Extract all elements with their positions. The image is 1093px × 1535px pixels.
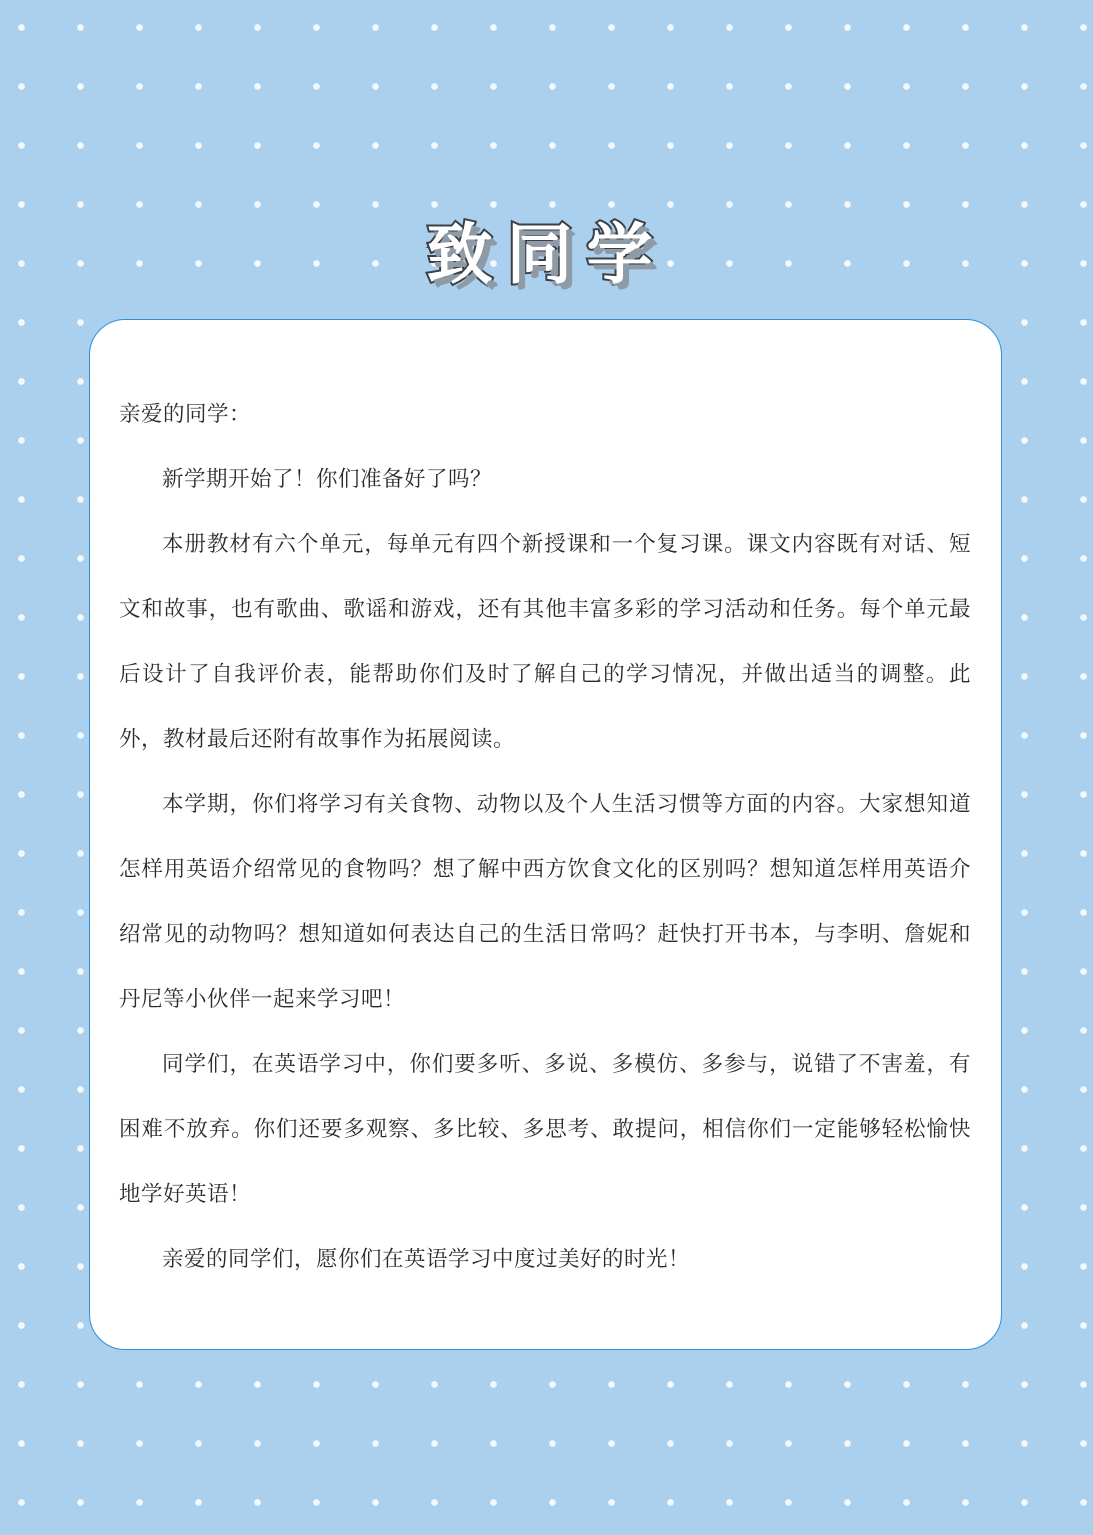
letter-card	[89, 319, 1002, 1350]
letter-paragraph: 亲爱的同学们，愿你们在英语学习中度过美好的时光！	[162, 1247, 691, 1272]
letter-paragraph: 本学期，你们将学习有关食物、动物以及个人生活习惯等方面的内容。大家想知道怎样用英语介绍常见的食物吗？想了解中西方饮食文化的区别吗？想知道怎样用英语介绍常见的动物吗？想知道如何表达自己的生活日常吗？赶快打开书本，与李明、詹妮和丹尼等小伙伴一起来学习吧！	[119, 792, 971, 1012]
letter-paragraph: 同学们，在英语学习中，你们要多听、多说、多模仿、多参与，说错了不害羞，有困难不放弃。你们还要多观察、多比较、多思考、敢提问，相信你们一定能够轻松愉快地学好英语！	[119, 1052, 971, 1207]
page-title: 致同学	[426, 216, 667, 293]
letter-paragraph: 新学期开始了！你们准备好了吗？	[162, 467, 493, 492]
letter-salutation: 亲爱的同学：	[119, 402, 252, 427]
letter-paragraph: 本册教材有六个单元，每单元有四个新授课和一个复习课。课文内容既有对话、短文和故事，也有歌曲、歌谣和游戏，还有其他丰富多彩的学习活动和任务。每个单元最后设计了自我评价表，能帮助你们及时了解自己的学习情况，并做出适当的调整。此外，教材最后还附有故事作为拓展阅读。	[119, 532, 971, 752]
